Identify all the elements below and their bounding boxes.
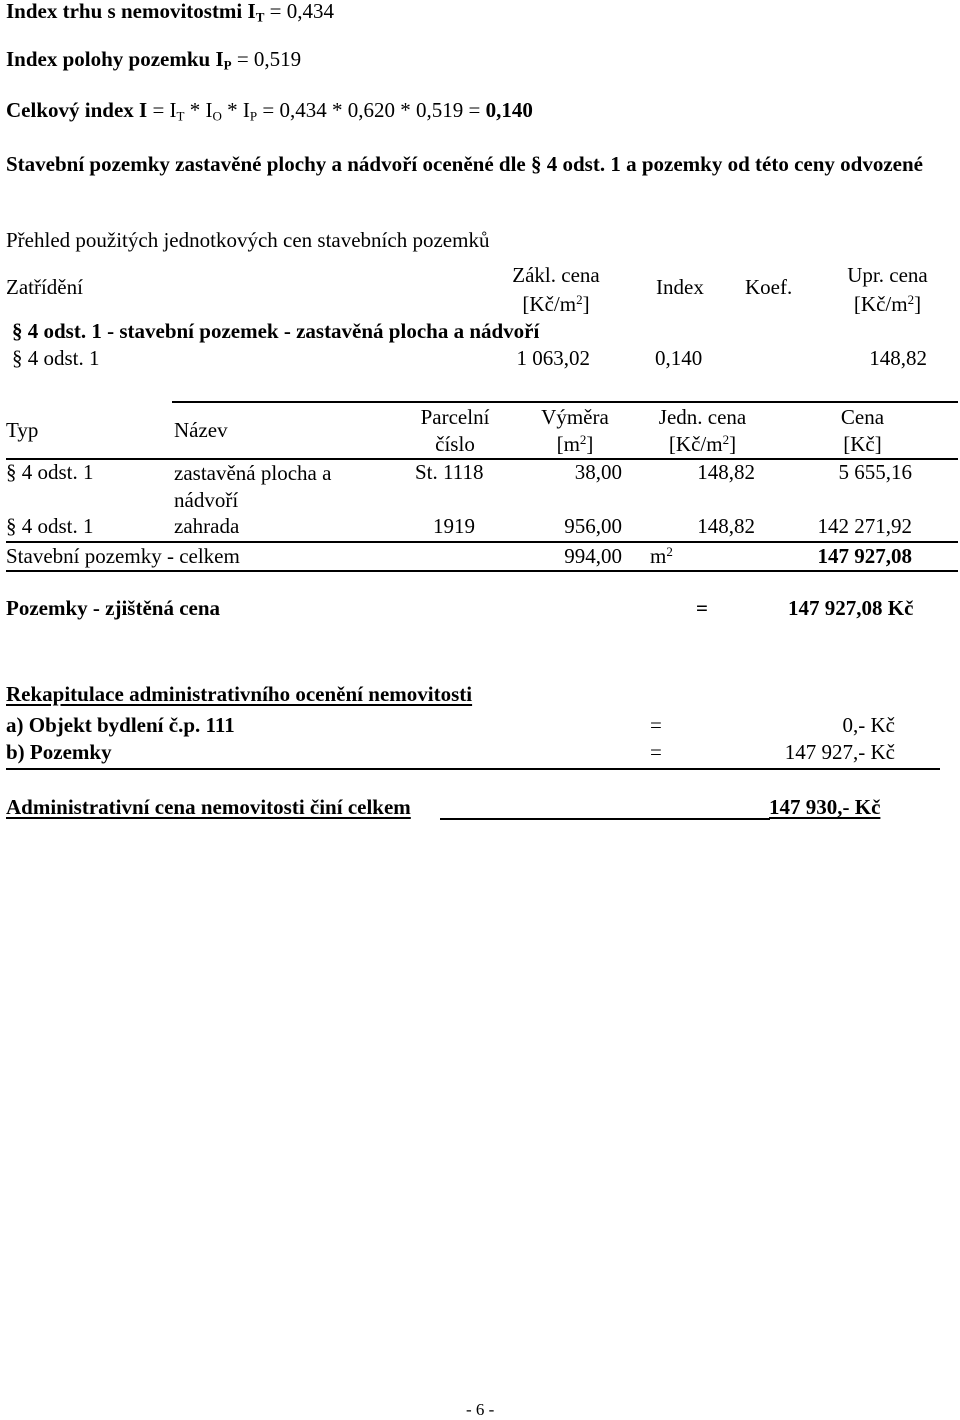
final-underline-gap <box>440 818 770 820</box>
total-label: Stavební pozemky - celkem <box>6 544 240 568</box>
cell-type: § 4 odst. 1 <box>6 460 94 484</box>
row-classification: § 4 odst. 1 <box>12 346 100 370</box>
final-label: Administrativní cena nemovitosti činí celkem <box>6 795 411 819</box>
cell-type: § 4 odst. 1 <box>6 514 94 538</box>
recap-item-value: 147 927,- Kč <box>784 740 895 764</box>
index-celkovy: Celkový index $I = I_T * I_O * I_P = 0,434 * 0,620 * 0,519 = 0,140$ <box>6 98 533 124</box>
page-number: - 6 - <box>466 1400 495 1419</box>
cell-unit-price: 148,82 <box>697 460 755 484</box>
header-adj-price: Upr. cena $[Kč/m^2]$ <box>847 263 928 316</box>
section-subheading: Přehled použitých jednotkových cen stavebních pozemků <box>6 228 490 252</box>
recap-item-eq: = <box>650 713 662 737</box>
cell-unit-price: 148,82 <box>697 514 755 538</box>
cell-price: 5 655,16 <box>838 460 912 484</box>
row-adj-price: 148,82 <box>869 346 927 370</box>
final-value: 147 930,- Kč <box>769 795 881 819</box>
cell-name: zahrada <box>174 514 240 538</box>
recap-rule <box>6 768 940 770</box>
total-area: 994,00 <box>564 544 622 568</box>
header-area: Výměra $[m^2]$ <box>541 405 609 456</box>
header-index: Index <box>656 275 704 299</box>
recap-item-value: 0,- Kč <box>842 713 895 737</box>
cell-area: 38,00 <box>574 460 622 484</box>
index-polohy: Index polohy pozemku $I_P = 0,519$ <box>6 47 302 73</box>
header-name: Název <box>174 418 228 442</box>
land-table-bottom-rule <box>6 570 958 572</box>
total-unit: $m^2$ <box>650 543 673 568</box>
recap-item-label: b) Pozemky <box>6 740 112 764</box>
recap-item-label: a) Objekt bydlení č.p. 111 <box>6 713 235 737</box>
land-found-label: Pozemky - zjištěná cena <box>6 596 221 620</box>
total-price: 147 927,08 <box>817 544 912 568</box>
land-found-value: 147 927,08 Kč <box>788 596 914 620</box>
cell-price: 142 271,92 <box>817 514 912 538</box>
recap-item-eq: = <box>650 740 662 764</box>
section-heading: Stavební pozemky zastavěné plochy a nádvoří oceněné dle § 4 odst. 1 a pozemky od této ceny odvozené <box>6 152 923 176</box>
header-parcel: Parcelní číslo <box>420 405 490 456</box>
header-coef: Koef. <box>745 275 793 299</box>
cell-name: zastavěná plocha a nádvoří <box>174 461 332 512</box>
header-type: Typ <box>6 418 39 442</box>
header-price: Cena [Kč] <box>840 405 885 456</box>
row-base-price: 1 063,02 <box>516 346 590 370</box>
land-found-eq: = <box>696 596 708 620</box>
land-table-total-rule <box>6 541 958 543</box>
cell-parcel: St. 1118 <box>415 460 484 484</box>
index-trh: Index trhu s nemovitostmi $I_T = 0,434$ <box>6 0 334 25</box>
row-index: 0,140 <box>655 346 703 370</box>
land-table-top-rule <box>172 401 958 403</box>
header-unit-price: Jedn. cena $[Kč/m^2]$ <box>658 405 747 456</box>
header-classification: Zatřídění <box>6 275 83 299</box>
header-base-price: Zákl. cena $[Kč/m^2]$ <box>512 263 600 316</box>
cell-parcel: 1919 <box>433 514 475 538</box>
recap-title: Rekapitulace administrativního ocenění nemovitosti <box>6 682 473 706</box>
price-group-label: § 4 odst. 1 - stavební pozemek - zastavěná plocha a nádvoří <box>12 319 540 343</box>
cell-area: 956,00 <box>564 514 622 538</box>
